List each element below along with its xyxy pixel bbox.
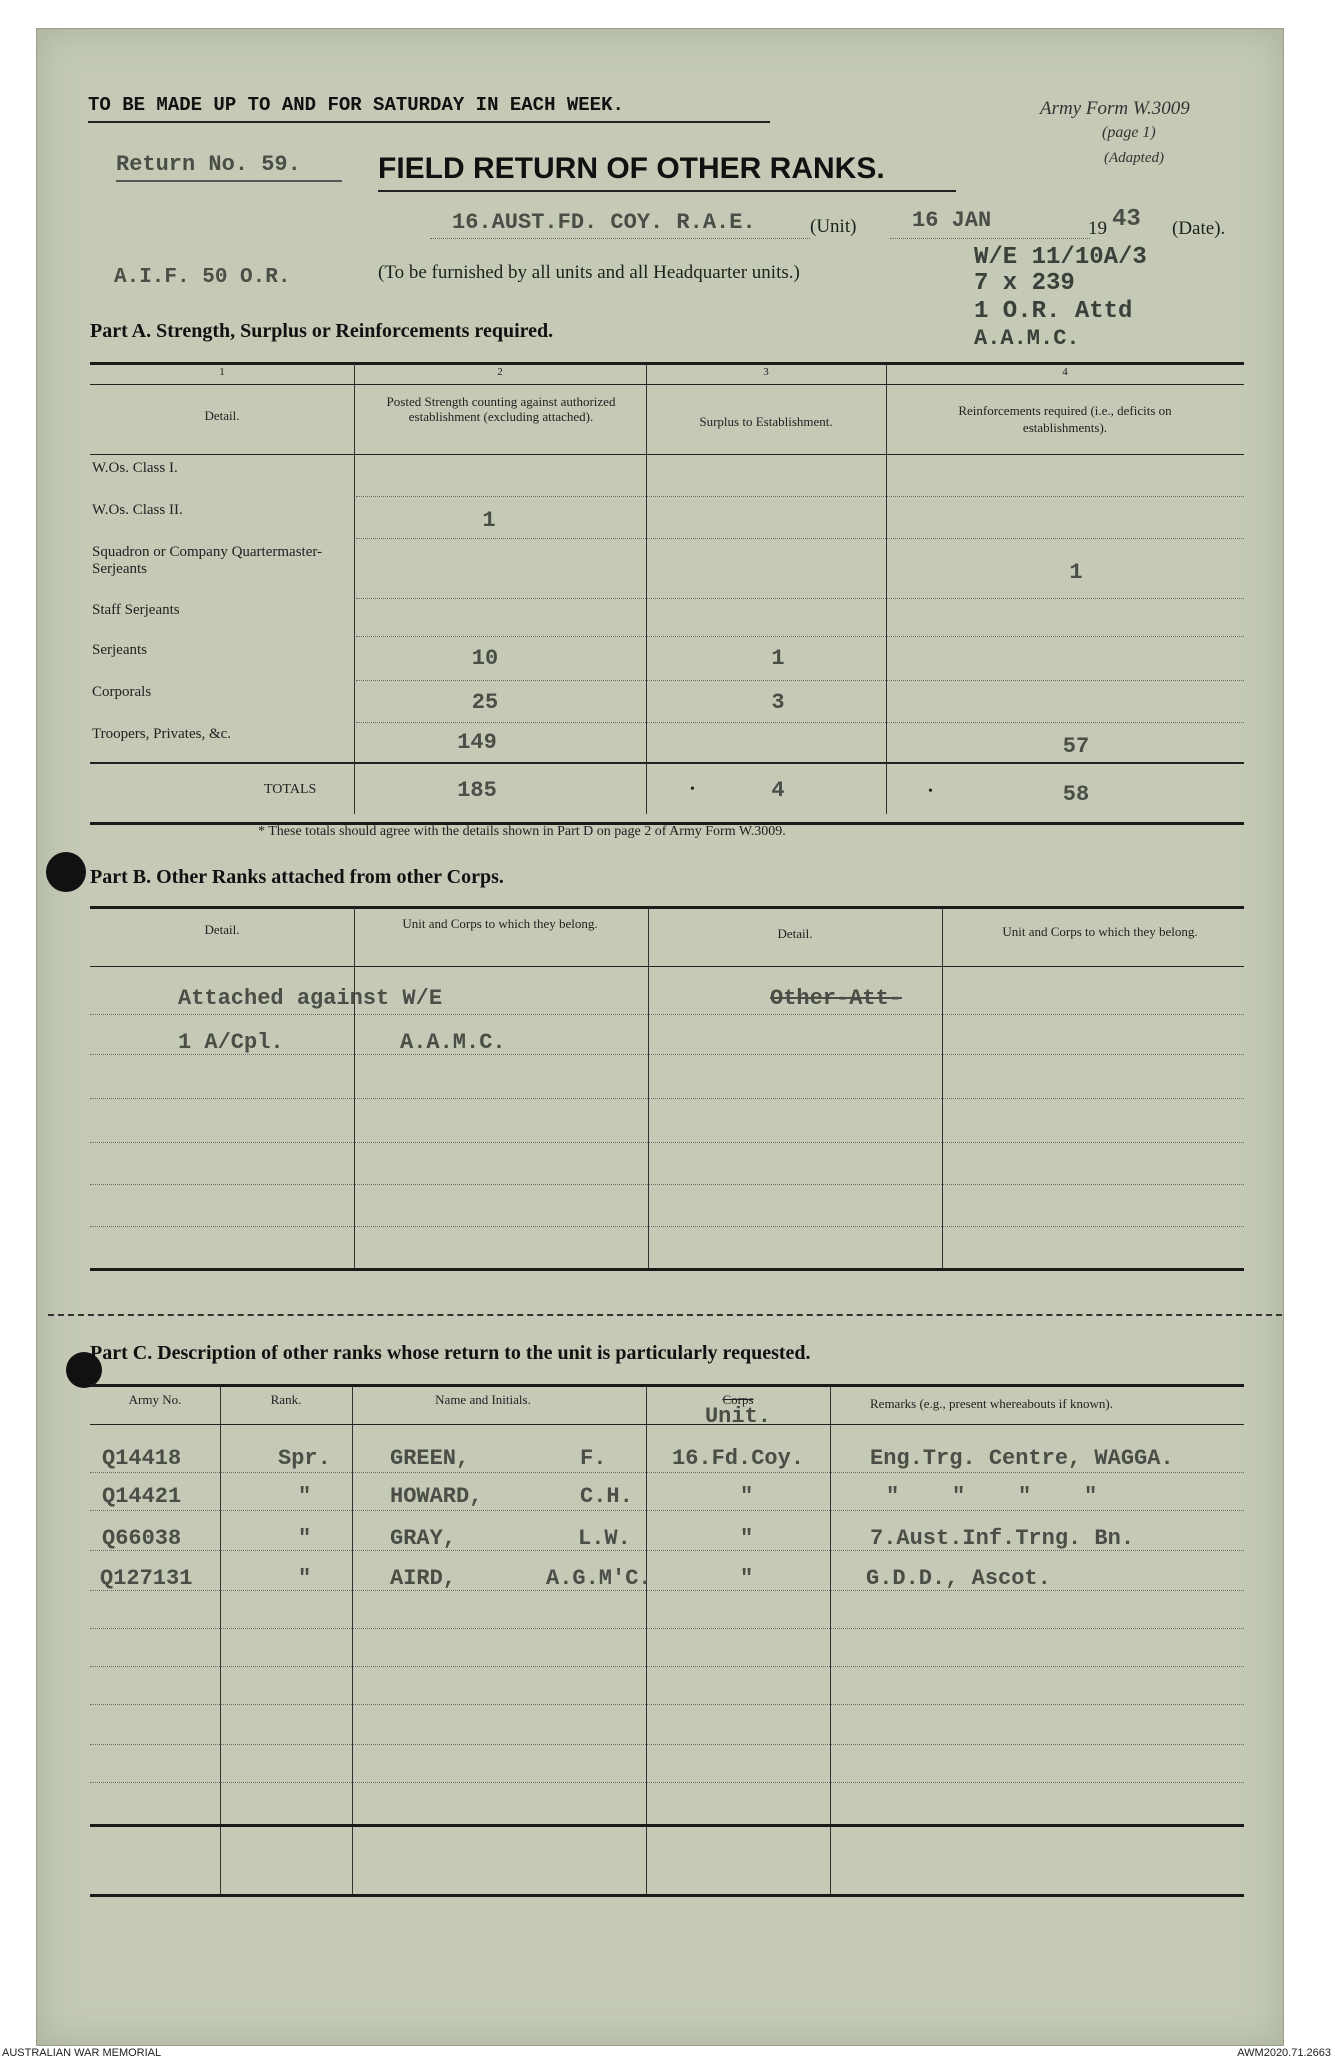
row-detail-corporals: Corporals	[92, 684, 152, 700]
col-header-detail: Detail.	[204, 408, 240, 423]
part-c-row-1-remarks: Eng.Trg. Centre, WAGGA.	[870, 1446, 1174, 1471]
reinf-troopers: 57	[1062, 734, 1090, 759]
part-a-top-rule	[90, 362, 1244, 365]
part-c-header-rank: Rank.	[270, 1392, 302, 1407]
part-c-row-rule	[90, 1472, 1244, 1473]
part-c-row-rule	[90, 1666, 1244, 1667]
part-c-row-2-rank: "	[298, 1484, 312, 1509]
col-number-rule	[90, 384, 1244, 385]
date-dotted-line	[890, 238, 1090, 239]
we-line-4: A.A.M.C.	[974, 326, 1080, 351]
part-b-header-rule	[90, 966, 1244, 967]
part-b-row-rule	[90, 1184, 1244, 1185]
part-c-row-3-army-no: Q66038	[102, 1526, 182, 1551]
part-c-row-3-remarks: 7.Aust.Inf.Trng. Bn.	[870, 1526, 1135, 1551]
col-number-2: 2	[497, 366, 503, 378]
col-header-posted: Posted Strength counting against authorized establishment (excluding attached).	[386, 394, 616, 424]
part-b-acpl: 1 A/Cpl.	[178, 1030, 284, 1055]
posted-corporals: 25	[471, 690, 499, 715]
part-b-header-detail-1: Detail.	[204, 922, 240, 937]
row-rule	[356, 496, 1244, 497]
part-c-col-divider-1	[220, 1386, 221, 1894]
return-underline	[116, 180, 342, 182]
part-b-row-rule	[90, 1142, 1244, 1143]
part-c-row-1-unit: 16.Fd.Coy.	[672, 1446, 805, 1471]
army-form-label: Army Form W.3009	[1040, 98, 1190, 119]
col-number-1: 1	[219, 366, 225, 378]
part-b-aamc: A.A.M.C.	[400, 1030, 506, 1055]
part-a-col-divider-2	[646, 364, 647, 814]
col-number-4: 4	[1062, 366, 1068, 378]
part-b-top-rule	[90, 906, 1244, 909]
part-c-total-rule-top	[90, 1824, 1244, 1827]
part-c-row-rule	[90, 1590, 1244, 1591]
part-b-row-rule	[90, 1014, 1244, 1015]
aif-label: A.I.F. 50 O.R.	[114, 266, 291, 289]
part-c-header-name: Name and Initials.	[435, 1392, 531, 1407]
row-detail-staff-serjeants: Staff Serjeants	[92, 602, 180, 618]
totals-reinf: 58	[1062, 782, 1090, 807]
part-c-top-rule	[90, 1384, 1244, 1387]
totals-label: TOTALS	[264, 782, 317, 797]
row-detail-serjeants: Serjeants	[92, 642, 147, 658]
part-b-row-rule	[90, 1098, 1244, 1099]
part-b-row-rule	[90, 1226, 1244, 1227]
row-detail-wo-class-1: W.Os. Class I.	[92, 460, 178, 476]
part-c-row-1-rank: Spr.	[278, 1446, 331, 1471]
part-c-row-3-initials: L.W.	[578, 1526, 631, 1551]
form-title: FIELD RETURN OF OTHER RANKS.	[378, 152, 885, 185]
col-number-3: 3	[763, 366, 769, 378]
part-c-row-rule	[90, 1744, 1244, 1745]
part-c-row-rule	[90, 1510, 1244, 1511]
col-header-reinforcements: Reinforcements required (i.e., deficits on establishments).	[958, 403, 1172, 435]
part-b-col-divider-1	[354, 908, 355, 1270]
totals-note: * These totals should agree with the details shown in Part D on page 2 of Army Form W.3009.	[258, 824, 786, 839]
part-b-bottom-rule	[90, 1268, 1244, 1271]
part-c-col-divider-4	[830, 1386, 831, 1894]
part-c-row-4-initials: A.G.M'C.	[546, 1566, 652, 1591]
year-suffix: 43	[1112, 206, 1141, 233]
part-b-header-unit-1: Unit and Corps to which they belong.	[402, 916, 598, 931]
instruction-heading: TO BE MADE UP TO AND FOR SATURDAY IN EACH WEEK.	[88, 94, 624, 116]
part-c-row-1-initials: F.	[580, 1446, 607, 1471]
part-c-row-3-rank: "	[298, 1526, 312, 1551]
part-c-row-rule	[90, 1782, 1244, 1783]
return-number: Return No. 59.	[116, 152, 301, 177]
part-c-header-unit: Unit.	[704, 1404, 771, 1429]
surplus-serjeants: 1	[771, 646, 785, 671]
part-c-title: Part C. Description of other ranks whose return to the unit is particularly requested.	[90, 1342, 811, 1364]
part-c-header-rule	[90, 1424, 1244, 1425]
part-c-row-2-unit: "	[740, 1484, 754, 1509]
date-value: 16 JAN	[912, 208, 992, 233]
col-header-surplus: Surplus to Establishment.	[699, 414, 833, 429]
reinf-cqms: 1	[1069, 560, 1083, 585]
totals-posted: 185	[457, 778, 497, 803]
part-b-header-detail-2: Detail.	[777, 926, 813, 941]
footer-accession-number: AWM2020.71.2663	[1237, 2047, 1331, 2059]
instruction-underline	[88, 121, 770, 123]
we-line-1: W/E 11/10A/3	[974, 244, 1147, 271]
col-header-rule	[90, 454, 1244, 455]
row-detail-troopers: Troopers, Privates, &c.	[92, 726, 232, 742]
title-underline	[378, 190, 956, 192]
part-c-row-2-remarks: " " " "	[886, 1484, 1098, 1509]
date-label: (Date).	[1172, 218, 1226, 239]
part-c-row-4-rank: "	[298, 1566, 312, 1591]
cqms-label: Squadron or Company Quartermaster-Serjeants	[92, 544, 323, 577]
totals-top-rule	[90, 762, 1244, 764]
part-c-header-remarks: Remarks (e.g., present whereabouts if known).	[870, 1396, 1113, 1411]
part-c-row-4-army-no: Q127131	[100, 1566, 193, 1591]
part-c-header-corps: Corps	[722, 1392, 754, 1407]
part-c-row-rule	[90, 1628, 1244, 1629]
adapted-label: (Adapted)	[1104, 150, 1164, 166]
part-c-row-2-name: HOWARD,	[390, 1484, 483, 1509]
row-rule	[356, 680, 1244, 681]
part-c-row-rule	[90, 1704, 1244, 1705]
part-c-row-4-remarks: G.D.D., Ascot.	[866, 1566, 1051, 1591]
totals-surplus: 4	[771, 778, 785, 803]
part-b-title: Part B. Other Ranks attached from other Corps.	[90, 866, 504, 888]
part-c-header-army-no: Army No.	[128, 1392, 182, 1407]
part-c-row-1-name: GREEN,	[390, 1446, 470, 1471]
row-rule	[356, 636, 1244, 637]
part-c-col-divider-3	[646, 1386, 647, 1894]
part-b-col-divider-2	[648, 908, 649, 1270]
part-a-title: Part A. Strength, Surplus or Reinforcements required.	[90, 320, 554, 342]
unit-dotted-line	[430, 238, 810, 239]
surplus-corporals: 3	[771, 690, 785, 715]
totals-reinf-asterisk: •	[928, 784, 933, 799]
footer-institution: AUSTRALIAN WAR MEMORIAL	[2, 2047, 162, 2059]
part-c-row-2-initials: C.H.	[580, 1484, 633, 1509]
punch-hole-top	[46, 852, 86, 892]
part-b-header-unit-2: Unit and Corps to which they belong.	[1002, 924, 1198, 939]
posted-wo-class-2: 1	[482, 508, 496, 533]
part-b-attached-against: Attached against W/E	[178, 986, 443, 1011]
perforation-line	[48, 1314, 1282, 1316]
part-b-col-divider-3	[942, 908, 943, 1270]
row-rule	[356, 538, 1244, 539]
part-c-row-4-unit: "	[740, 1566, 754, 1591]
part-c-row-3-name: GRAY,	[390, 1526, 457, 1551]
page-label: (page 1)	[1102, 124, 1156, 141]
year-prefix: 19	[1088, 218, 1107, 239]
totals-surplus-asterisk: •	[690, 782, 695, 797]
footer-strip	[0, 2046, 1335, 2061]
posted-serjeants: 10	[471, 646, 499, 671]
part-c-col-divider-2	[352, 1386, 353, 1894]
row-rule	[356, 722, 1244, 723]
we-line-2: 7 x 239	[974, 270, 1075, 297]
unit-label: (Unit)	[810, 216, 857, 237]
part-b-other-att: Other-Att-	[770, 986, 903, 1011]
part-c-row-2-army-no: Q14421	[102, 1484, 182, 1509]
part-c-row-1-army-no: Q14418	[102, 1446, 182, 1471]
part-c-bottom-rule	[90, 1894, 1244, 1897]
part-c-row-3-unit: "	[740, 1526, 754, 1551]
row-detail-cqms	[92, 544, 342, 578]
we-line-3: 1 O.R. Attd	[974, 298, 1133, 325]
posted-troopers: 149	[457, 730, 497, 755]
row-rule	[356, 598, 1244, 599]
furnish-note: (To be furnished by all units and all Headquarter units.)	[378, 262, 800, 283]
part-c-row-4-name: AIRD,	[390, 1566, 457, 1591]
unit-value: 16.AUST.FD. COY. R.A.E.	[452, 210, 756, 235]
row-detail-wo-class-2: W.Os. Class II.	[92, 502, 183, 518]
